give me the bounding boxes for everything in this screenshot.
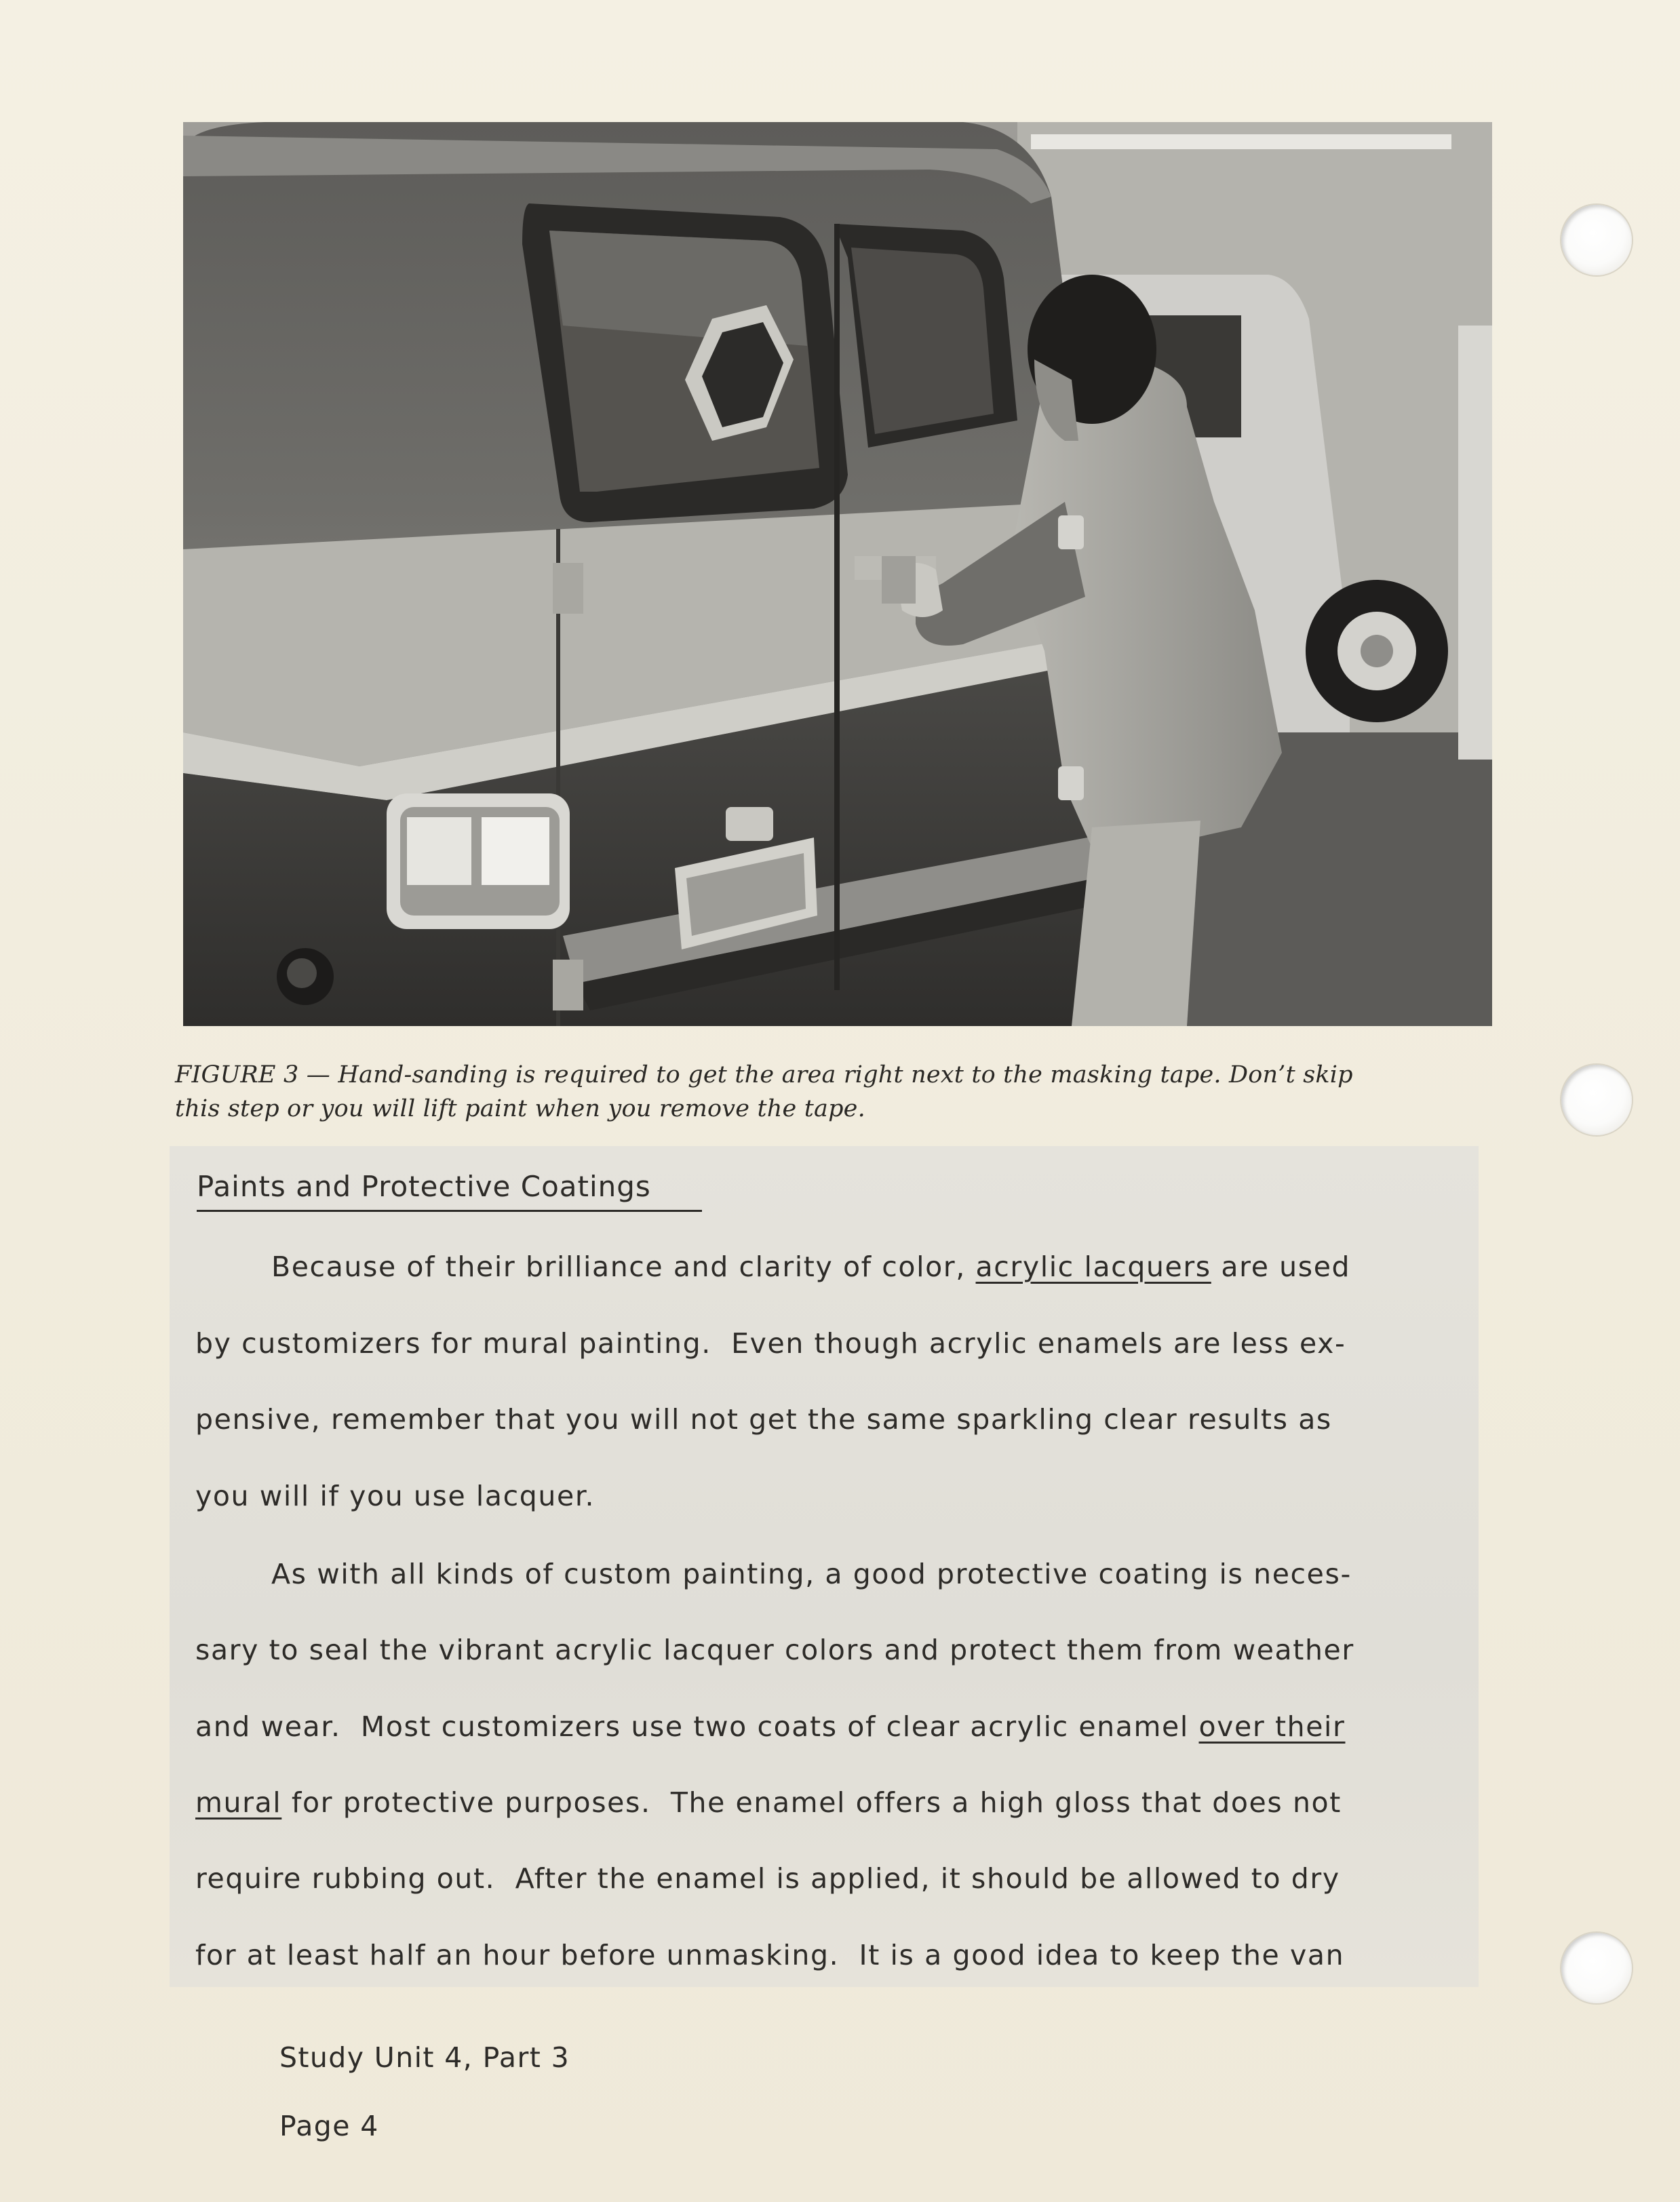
footer-page-number: Page 4 bbox=[279, 2110, 379, 2142]
footer-unit: Study Unit 4, Part 3 bbox=[279, 2041, 570, 2074]
section-heading: Paints and Protective Coatings bbox=[197, 1170, 651, 1203]
p2-line-5: require rubbing out. After the enamel is applied, it should be allowed to dry bbox=[195, 1862, 1340, 1895]
p2-line-4 bbox=[195, 1784, 1484, 1822]
p2-line-6: for at least half an hour before unmasking. It is a good idea to keep the van bbox=[195, 1939, 1345, 1971]
binder-hole-middle bbox=[1561, 1065, 1632, 1135]
caption-line-2: this step or you will lift paint when you remove the tape. bbox=[175, 1095, 865, 1122]
p1-line-3: pensive, remember that you will not get the same sparkling clear results as bbox=[195, 1403, 1332, 1436]
heading-underline bbox=[197, 1210, 702, 1212]
figure-photo bbox=[183, 122, 1492, 1026]
p1-line-1-text-b: are used bbox=[1211, 1251, 1351, 1283]
binder-hole-top bbox=[1561, 205, 1632, 275]
p2-line-3 bbox=[195, 1708, 1484, 1746]
figure-caption bbox=[175, 1058, 1498, 1126]
p2-line-2: sary to seal the vibrant acrylic lacquer colors and protect them from weather bbox=[195, 1634, 1354, 1666]
p2-line-4-text-b: for protective purposes. The enamel offers a high gloss that does not bbox=[281, 1786, 1342, 1819]
p1-line-2: by customizers for mural painting. Even though acrylic enamels are less ex- bbox=[195, 1327, 1346, 1360]
p2-line-1: As with all kinds of custom painting, a good protective coating is neces- bbox=[271, 1558, 1352, 1590]
caption-line-1: FIGURE 3 — Hand-sanding is required to get the area right next to the masking tape. Don’t skip bbox=[175, 1061, 1353, 1088]
term-acrylic-lacquers: acrylic lacquers bbox=[975, 1251, 1211, 1283]
binder-hole-bottom bbox=[1561, 1933, 1632, 2003]
p1-line-1 bbox=[271, 1248, 1560, 1286]
p2-line-3-text-a: and wear. Most customizers use two coats of clear acrylic enamel bbox=[195, 1710, 1199, 1743]
term-mural: mural bbox=[195, 1786, 282, 1819]
term-over-their: over their bbox=[1198, 1710, 1346, 1743]
p1-line-1-text-a: Because of their brilliance and clarity of color, bbox=[271, 1251, 976, 1283]
p1-line-4: you will if you use lacquer. bbox=[195, 1480, 595, 1512]
